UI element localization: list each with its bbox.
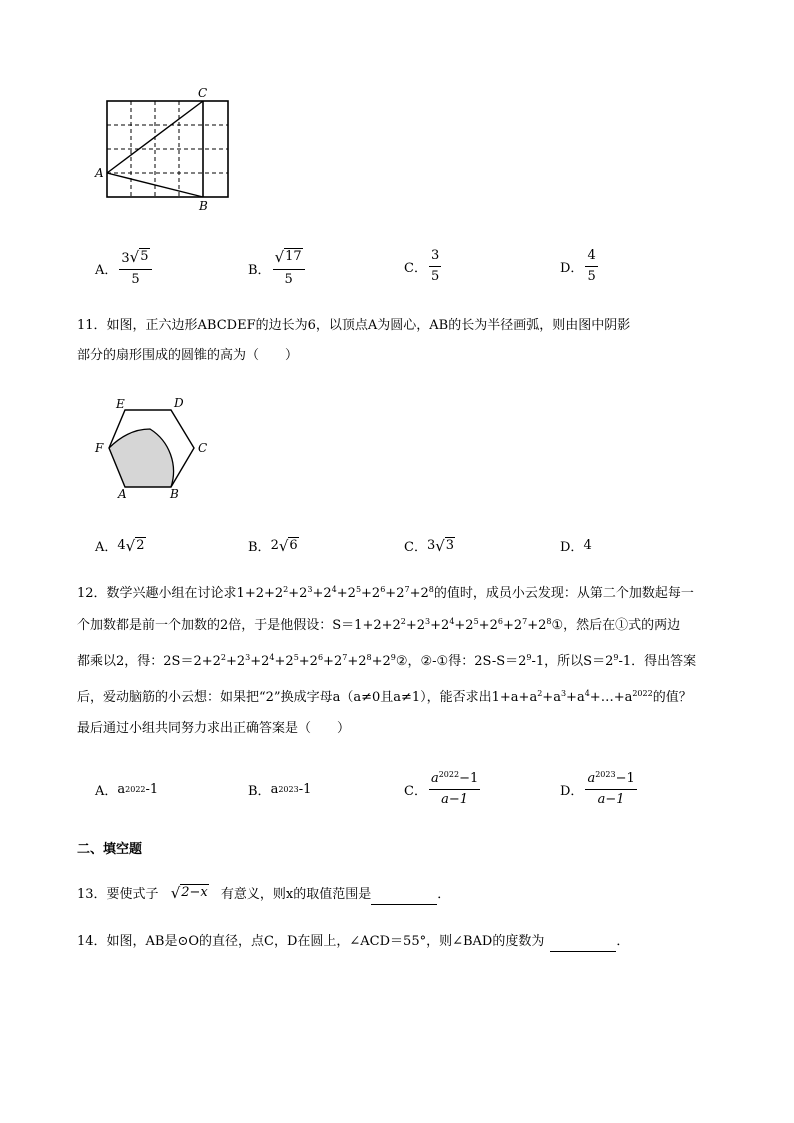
radical: √ 2 (125, 537, 145, 555)
q12-option-d[interactable]: D． $\frac{a^{2023}-1}{a-1}$ (560, 770, 635, 807)
q12-option-b[interactable]: B． a 2023 -1 (248, 782, 312, 799)
fraction: $\frac{a^{2022}-1}{a-1}$ (430, 770, 479, 807)
radical: √ 3 (435, 537, 455, 555)
q11-option-a[interactable]: A． 4 √ 2 (95, 537, 145, 555)
label-f: F (95, 441, 104, 455)
q14-line: 14．如图，AB是⊙O的直径，点C，D在圆上，∠ACD＝55°，则∠BAD的度数为 ． (77, 932, 629, 952)
q10-option-b[interactable] (248, 248, 305, 288)
q12-option-a[interactable]: A． a 2022 -1 (95, 782, 159, 799)
q12-line-2: 个加数都是前一个加数的2倍，于是他假设：$S=1+2+2^2+2^3+2^4+2^5+2^6+2^7+2^8①$，然后在①式的两边 (77, 617, 681, 633)
q11-option-d[interactable]: D． 4 (560, 538, 592, 555)
label-a: A (95, 166, 104, 180)
grid-outer (107, 101, 228, 197)
q11-line-2: 部分的扇形围成的圆锥的高为（ ） (77, 348, 299, 363)
q13-line: 13．要使式子 √ 2−x 有意义，则x的取值范围是 ． (77, 884, 450, 905)
radical: √ 2−x (170, 884, 208, 902)
q11-line-1: 11．如图，正六边形ABCDEF的边长为6，以顶点A为圆心，AB的长为半径画弧，则由图中阴影 (77, 318, 631, 333)
radical: √ 6 (278, 537, 298, 555)
label-c: C (198, 86, 208, 100)
shaded-sector (109, 429, 173, 487)
grid-dashed-lines (107, 101, 228, 197)
q12-line-5: 最后通过小组共同努力求出正确答案是（ ） (77, 721, 351, 736)
option-label: D． (560, 261, 584, 276)
section-title: 二、填空题 (77, 842, 143, 857)
q12-line-3: 都乘以2，得：$2S=2+2^2+2^3+2^4+2^5+2^6+2^7+2^8+2^9②$，②-①得：$2S-S=2^9-1$，所以$S=2^9-1$．得出答案 (77, 653, 697, 669)
label-b: B (170, 487, 179, 501)
q11-option-c[interactable]: C． 3 √ 3 (404, 537, 455, 555)
answer-blank[interactable] (371, 888, 437, 905)
q10-option-a[interactable] (95, 248, 152, 288)
fraction: √ 17 5 (273, 248, 305, 288)
label-c: C (198, 441, 208, 455)
q12-line-4: 后，爱动脑筋的小云想：如果把“2”换成字母a（a≠0且a≠1），能否求出$1+a+a^2+a^3+a^4+\dots+a^{2022}$的值？ (77, 689, 692, 705)
grid-triangle-figure (92, 84, 242, 214)
fraction: $\frac{4}{5}$ (587, 248, 596, 284)
option-label: B． (248, 262, 271, 278)
q10-option-d[interactable] (560, 248, 598, 285)
q11-option-b[interactable]: B． 2 √ 6 (248, 537, 298, 555)
label-e: E (116, 397, 125, 411)
hexagon-figure (88, 392, 218, 504)
label-a: A (118, 487, 127, 501)
q12-line-1: 12．数学兴趣小组在讨论求$1+2+2^2+2^3+2^4+2^5+2^6+2^7+2^8$的值时，成员小云发现：从第二个加数起每一 (77, 585, 694, 601)
label-b: B (199, 199, 208, 213)
answer-blank[interactable] (550, 935, 616, 952)
label-d: D (174, 396, 184, 410)
fraction: $\frac{a^{2023}-1}{a-1}$ (587, 770, 635, 807)
fraction: 3 √ 5 5 (119, 248, 151, 288)
q10-option-c[interactable] (404, 248, 441, 285)
option-label: A． (95, 262, 118, 278)
fraction: $\frac{3}{5}$ (430, 248, 440, 284)
q12-option-c[interactable]: C． $\frac{a^{2022}-1}{a-1}$ (404, 770, 479, 807)
option-label: C． (404, 261, 427, 276)
